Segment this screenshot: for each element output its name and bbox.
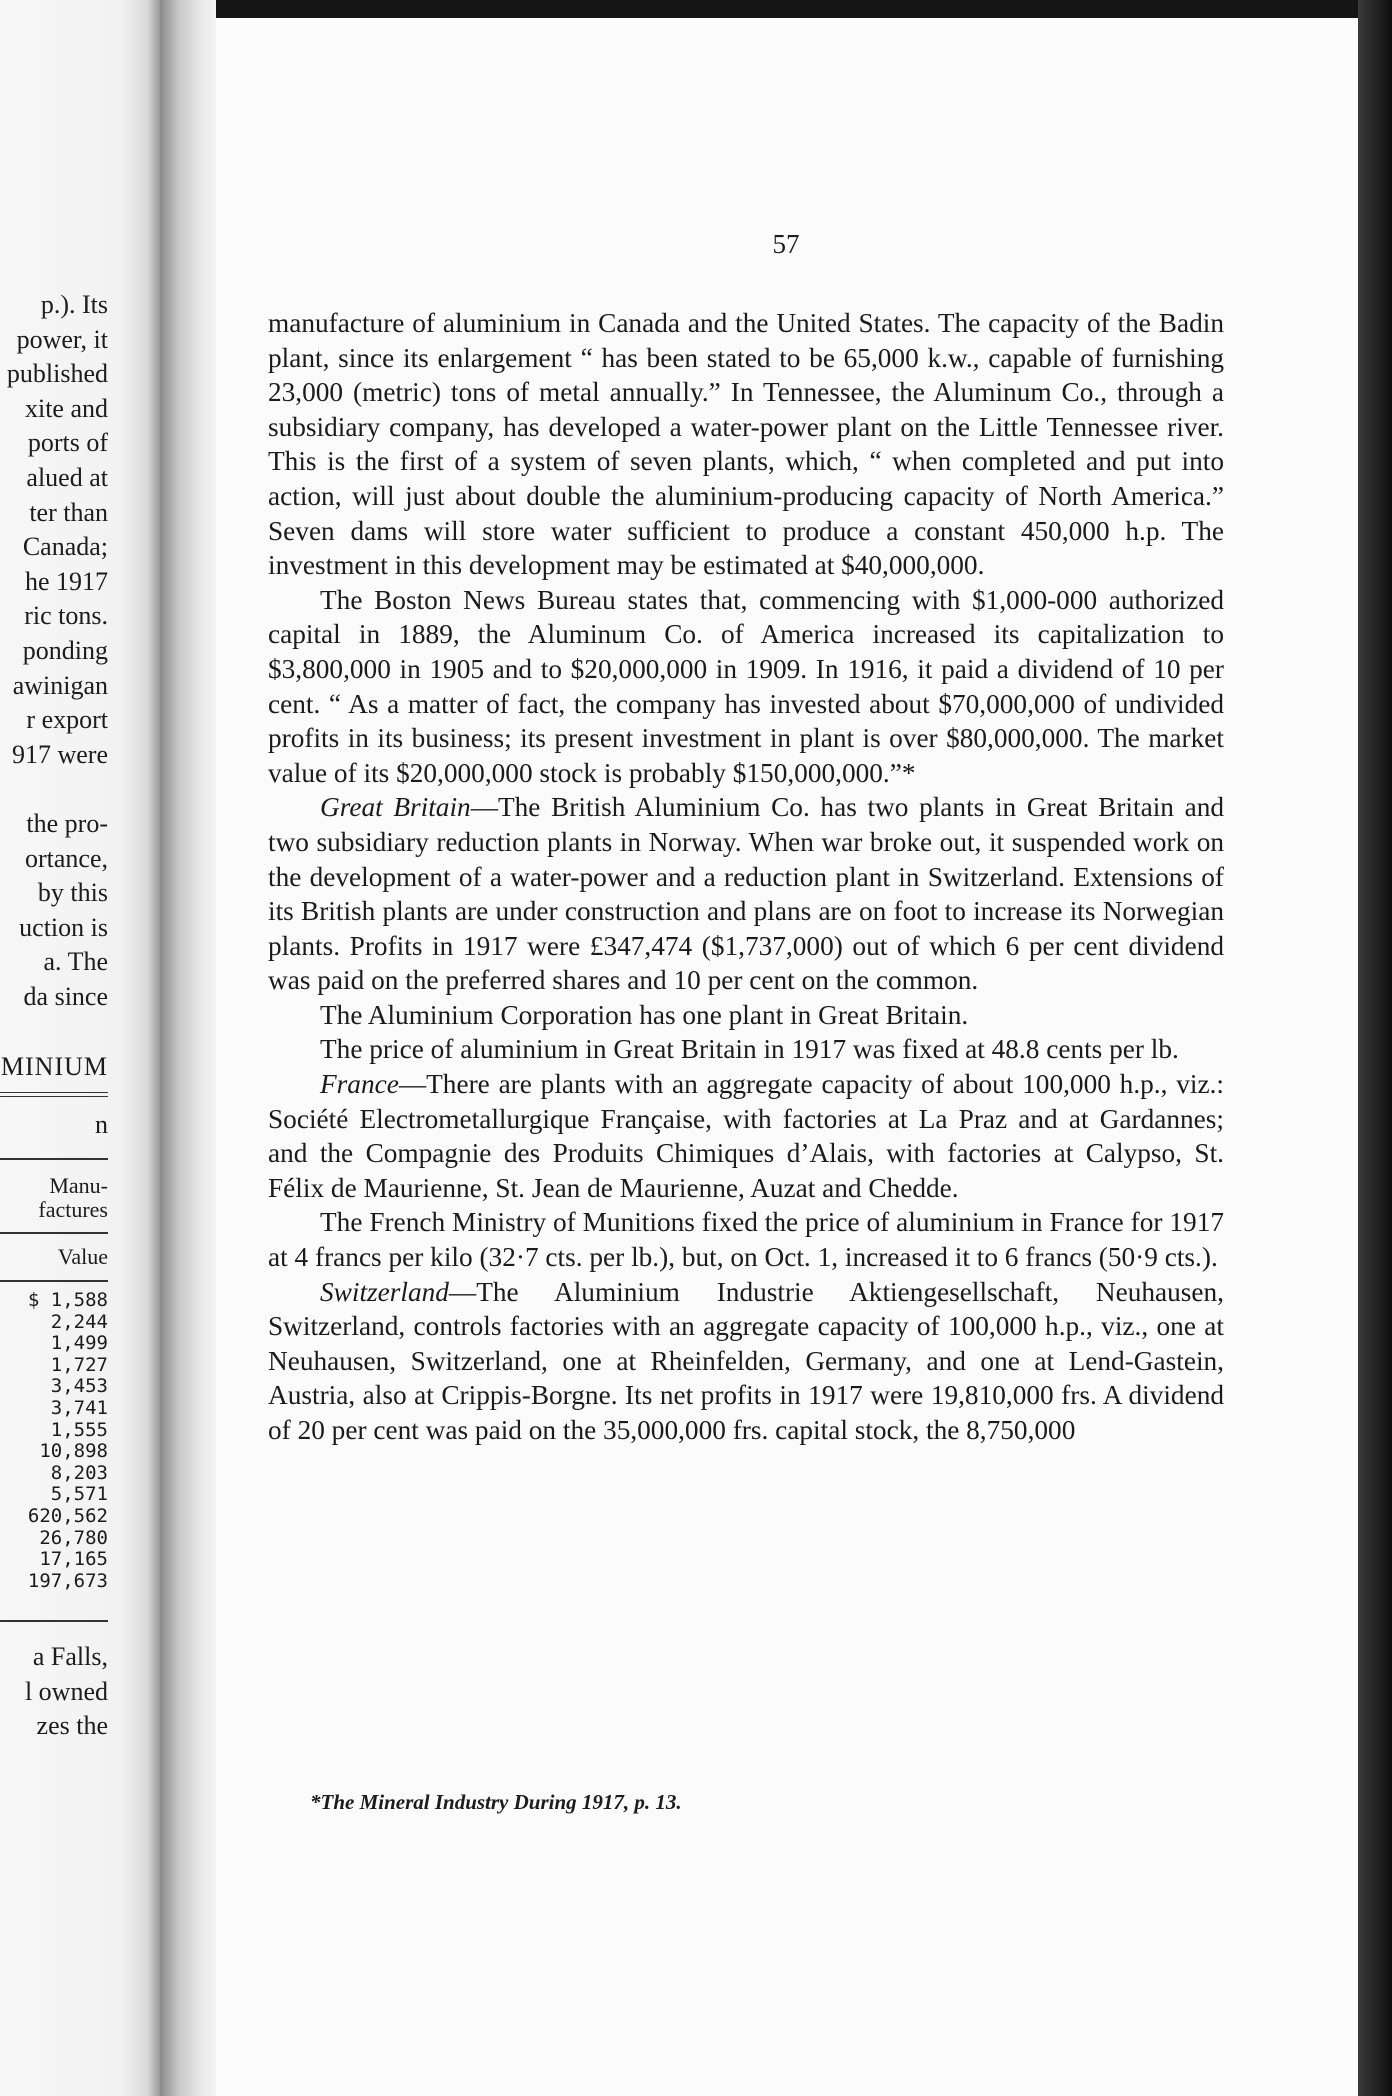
table-cell: 2,244	[50, 1310, 108, 1333]
table-rule	[0, 1232, 108, 1234]
left-page-fragment: a Falls,	[32, 1642, 108, 1671]
paragraph	[268, 998, 1224, 1033]
left-page-fragment: the pro-	[26, 809, 108, 838]
table-subtitle-fragment: n	[95, 1110, 108, 1139]
column-header: Manu-	[49, 1173, 108, 1198]
paragraph-text: —There are plants with an aggregate capacity of about 100,000 h.p., viz.: Société Electrometallurgique Française, with factories at La Praz and at Gardannes; and the Compagnie des Produits Chimiques d’Alais, with factories at Calypso, St. Félix de Maurienne, St. Jean de Maurienne, Auzat and Chedde.	[268, 1069, 1224, 1203]
table-cell: 3,741	[50, 1396, 108, 1419]
left-page-fragment: by this	[37, 878, 108, 908]
paragraph-text: The French Ministry of Munitions fixed the price of aluminium in France for 1917 at 4 francs per kilo (32·7 cts. per lb.), but, on Oct. 1, increased it to 6 francs (50·9 cts.).	[268, 1207, 1224, 1273]
table-cell: 197,673	[27, 1569, 108, 1592]
left-page-fragment: a. The	[43, 947, 108, 977]
paragraph-text: The Boston News Bureau states that, commencing with $1,000-000 authorized capital in 1889, the Aluminum Co. of America increased its capitalization to $3,800,000 in 1905 and to $20,000,000 in 1909. In 1916, it paid a dividend of 10 per cent. “ As a matter of fact, the company has invested about $70,000,000 of undivided profits in its business; its present investment in plant is over $80,000,000. The market value of its $20,000,000 stock is probably $150,000,000.”*	[268, 584, 1224, 788]
table-rule	[0, 1620, 108, 1622]
table-cell: 17,165	[39, 1548, 108, 1571]
left-page-fragment: he 1917	[24, 566, 108, 596]
column-header: Value	[57, 1244, 108, 1269]
table-title-fragment: MINIUM	[0, 1052, 108, 1081]
table-cell: 620,562	[27, 1504, 108, 1527]
paragraph-text: manufacture of aluminium in Canada and the United States. The capacity of the Badin plant, since its enlargement “ has been stated to be 65,000 k.w., capable of furnishing 23,000 (metric) tons of metal annually.” In Tennessee, the Aluminum Co., through a subsidiary company, has developed a water-power plant on the Little Tennessee river. This is the first of a system of seven plants, which, “ when completed and put into action, will just about double the aluminium-producing capacity of North America.” Seven dams will store water sufficient to produce a constant 450,000 h.p. The investment in this development may be estimated at $40,000,000.	[268, 308, 1224, 581]
left-page-edge	[0, 0, 160, 2096]
table-cell: 5,571	[50, 1483, 108, 1506]
paragraph-text: —The British Aluminium Co. has two plants in Great Britain and two subsidiary reduction plants in Norway. When war broke out, it suspended work on the development of a water-power and a reduction plant in Switzerland. Extensions of its British plants are under construction and plans are on foot to increase its Norwegian plants. Profits in 1917 were £347,474 ($1,737,000) out of which 6 per cent dividend was paid on the preferred shares and 10 per cent on the common.	[268, 792, 1224, 996]
paragraph	[268, 1275, 1224, 1448]
left-page-fragment: p.). Its	[40, 290, 108, 319]
left-page-fragment: ric tons.	[24, 601, 108, 631]
right-page-edge	[1358, 0, 1392, 2096]
table-rule	[0, 1158, 108, 1160]
paragraph-heading: Great Britain	[320, 792, 471, 823]
paragraph	[268, 1205, 1224, 1274]
table-rule	[0, 1280, 108, 1282]
paragraph	[268, 306, 1224, 583]
left-page-fragment: published	[6, 359, 108, 389]
table-rule	[0, 1092, 108, 1097]
left-page-fragment: ponding	[22, 636, 108, 665]
left-page-fragment: ortance,	[24, 843, 108, 873]
left-page-fragment: r export	[26, 705, 108, 735]
left-page-fragment: power, it	[16, 324, 108, 354]
value-column	[28, 1290, 108, 1592]
table-cell: 8,203	[50, 1461, 108, 1484]
table-cell: 10,898	[39, 1440, 108, 1463]
paragraph	[268, 1067, 1224, 1205]
paragraph	[268, 790, 1224, 998]
left-page-fragment: l owned	[24, 1676, 108, 1706]
left-page-fragment: xite and	[24, 393, 108, 423]
table-cell: 1,555	[50, 1418, 108, 1441]
left-page-fragment: alued at	[26, 463, 108, 492]
body-text	[268, 306, 1224, 1448]
left-page-fragment: ter than	[29, 497, 108, 527]
right-page	[216, 18, 1358, 2096]
table-cell: 1,499	[50, 1332, 108, 1355]
paragraph-text: —The Aluminium Industrie Aktiengesellschaft, Neuhausen, Switzerland, controls factories with an aggregate capacity of 100,000 h.p., viz., one at Neuhausen, Switzerland, one at Rheinfelden, Germany, and one at Lend-Gastein, Austria, also at Crippis-Borgne. Its net profits in 1917 were 19,810,000 frs. A dividend of 20 per cent was paid on the 35,000,000 frs. capital stock, the 8,750,000	[268, 1276, 1224, 1445]
paragraph	[268, 583, 1224, 791]
page-number: 57	[772, 229, 800, 259]
left-page-fragment: uction is	[19, 912, 108, 942]
left-page-fragment: awinigan	[12, 670, 108, 700]
paragraph-heading: Switzerland	[320, 1276, 449, 1307]
table-cell: 1,727	[50, 1353, 108, 1376]
table-cell: $ 1,588	[27, 1289, 108, 1311]
left-page-fragment: Canada;	[22, 532, 108, 562]
left-page-fragment: da since	[23, 982, 108, 1011]
table-cell: 26,780	[39, 1526, 108, 1549]
book-gutter	[160, 0, 216, 2096]
footnote: *The Mineral Industry During 1917, p. 13.	[310, 1790, 682, 1814]
left-page-fragment: zes the	[36, 1711, 108, 1741]
table-cell: 3,453	[50, 1375, 108, 1398]
left-page-fragment: ports of	[27, 428, 108, 458]
paragraph-heading: France	[320, 1069, 399, 1100]
column-header: factures	[38, 1197, 108, 1222]
left-page-fragment: 917 were	[11, 739, 108, 769]
paragraph-text: The price of aluminium in Great Britain in 1917 was fixed at 48.8 cents per lb.	[320, 1034, 1179, 1065]
paragraph-text: The Aluminium Corporation has one plant in Great Britain.	[320, 999, 969, 1030]
paragraph	[268, 1032, 1224, 1067]
